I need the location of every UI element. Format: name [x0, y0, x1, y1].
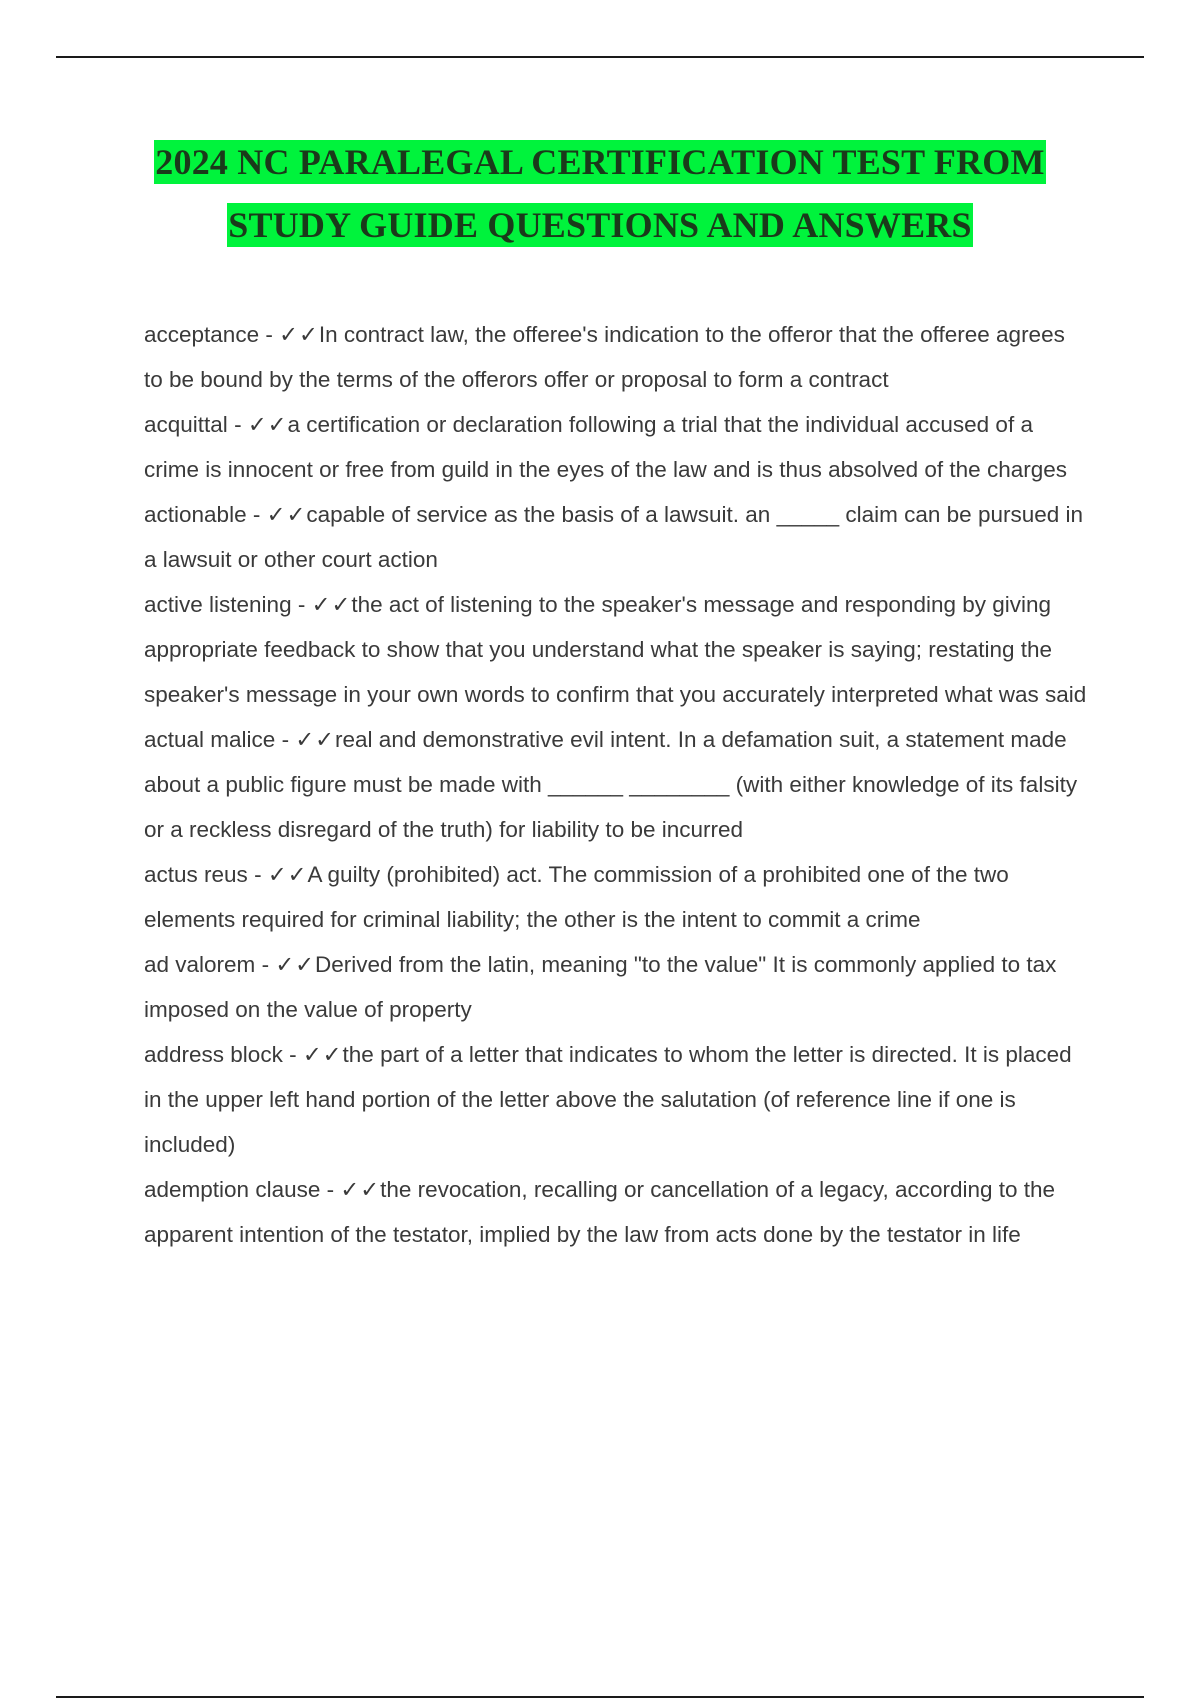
- title-line-2: STUDY GUIDE QUESTIONS AND ANSWERS: [228, 205, 972, 245]
- entry-definition: A guilty (prohibited) act. The commission of a prohibited one of the two elements required for criminal liability; the other is the intent to commit a crime: [144, 862, 1009, 932]
- entry-definition: Derived from the latin, meaning "to the value" It is commonly applied to tax imposed on the value of property: [144, 952, 1057, 1022]
- check-mark-icon: ✓✓: [302, 1042, 343, 1067]
- glossary-entry: [144, 942, 1088, 1032]
- entry-term: ademption clause -: [144, 1177, 340, 1202]
- check-mark-icon: ✓✓: [311, 592, 352, 617]
- glossary-entry: [144, 717, 1088, 852]
- title-line-1: 2024 NC PARALEGAL CERTIFICATION TEST FROM: [155, 142, 1045, 182]
- glossary-entry: [144, 852, 1088, 942]
- entry-definition: a certification or declaration following a trial that the individual accused of a crime is innocent or free from guild in the eyes of the law and is thus absolved of the charges: [144, 412, 1067, 482]
- check-mark-icon: ✓✓: [275, 952, 316, 977]
- check-mark-icon: ✓✓: [267, 862, 308, 887]
- entry-term: actual malice -: [144, 727, 295, 752]
- glossary-entry: [144, 582, 1088, 717]
- top-rule: [56, 56, 1144, 58]
- entry-definition: In contract law, the offeree's indication to the offeror that the offeree agrees to be bound by the terms of the offerors offer or proposal to form a contract: [144, 322, 1065, 392]
- check-mark-icon: ✓✓: [266, 502, 307, 527]
- glossary-entry: [144, 402, 1088, 492]
- check-mark-icon: ✓✓: [295, 727, 336, 752]
- entry-term: ad valorem -: [144, 952, 275, 977]
- entry-definition: real and demonstrative evil intent. In a defamation suit, a statement made about a public figure must be made with ______ ________ (with either knowledge of its falsity or a reckless disregard of the truth) for liability to be incurred: [144, 727, 1078, 842]
- entry-term: acquittal -: [144, 412, 248, 437]
- check-mark-icon: ✓✓: [279, 322, 319, 347]
- page-title: [0, 140, 1200, 266]
- glossary-entry: [144, 1167, 1088, 1257]
- entry-definition: the revocation, recalling or cancellation of a legacy, according to the apparent intention of the testator, implied by the law from acts done by the testator in life: [144, 1177, 1056, 1247]
- glossary-entry: [144, 492, 1088, 582]
- glossary-entry: [144, 312, 1088, 402]
- entry-term: actus reus -: [144, 862, 268, 887]
- check-mark-icon: ✓✓: [247, 412, 288, 437]
- bottom-rule: [56, 1696, 1144, 1698]
- entry-term: active listening -: [144, 592, 312, 617]
- check-mark-icon: ✓✓: [340, 1177, 381, 1202]
- entry-term: actionable -: [144, 502, 267, 527]
- entry-definition: the part of a letter that indicates to whom the letter is directed. It is placed in the upper left hand portion of the letter above the salutation (of reference line if one is included): [144, 1042, 1072, 1157]
- glossary-entry: [144, 1032, 1088, 1167]
- entry-definition: the act of listening to the speaker's message and responding by giving appropriate feedback to show that you understand what the speaker is saying; restating the speaker's message in your own words to confirm that you accurately interpreted what was said: [144, 592, 1087, 707]
- glossary-list: [144, 312, 1088, 1257]
- entry-definition: capable of service as the basis of a lawsuit. an _____ claim can be pursued in a lawsuit or other court action: [144, 502, 1084, 572]
- entry-term: address block -: [144, 1042, 303, 1067]
- entry-term: acceptance -: [144, 322, 279, 347]
